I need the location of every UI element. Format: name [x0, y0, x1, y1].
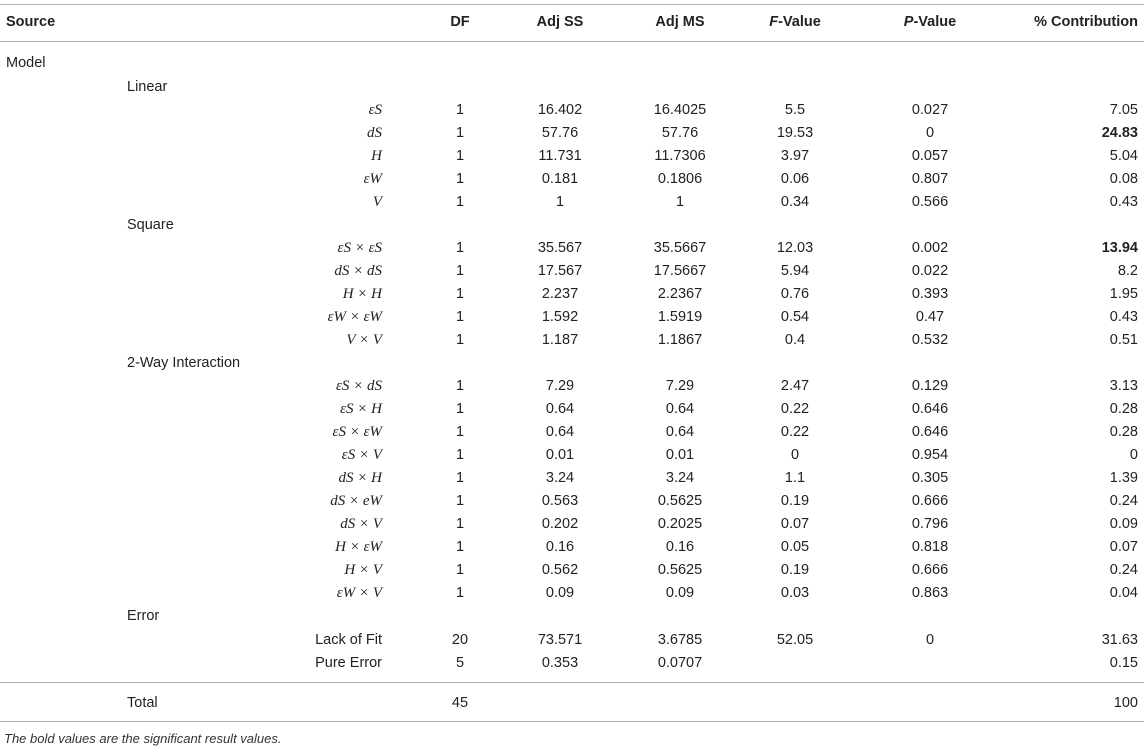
adj-ss-cell: 35.567 [537, 240, 583, 256]
table-row [0, 99, 1144, 122]
adj-ss-cell: 0.16 [545, 539, 575, 555]
f-value-cell: 0.54 [780, 309, 810, 325]
df-cell: 1 [455, 539, 465, 555]
adj-ms-cell: 7.29 [665, 378, 695, 394]
p-value-cell [870, 652, 990, 675]
adj-ms-cell: 3.24 [665, 470, 695, 486]
df-cell: 1 [455, 562, 465, 578]
header-adj-ss: Adj SS [536, 14, 584, 30]
f-value-cell: 0.06 [780, 171, 810, 187]
adj-ms-cell: 17.5667 [653, 263, 707, 279]
adj-ss-cell: 57.76 [541, 125, 579, 141]
f-value-cell: 0.19 [780, 493, 810, 509]
adj-ms-cell: 2.2367 [657, 286, 703, 302]
f-value-cell [730, 652, 860, 675]
adj-ss-cell: 73.571 [537, 632, 583, 648]
table-row [0, 145, 1144, 168]
adj-ss-cell: 1 [555, 194, 565, 210]
adj-ss-cell: 0.01 [545, 447, 575, 463]
table-footnote: The bold values are the significant result values. [4, 731, 282, 746]
f-value-cell: 1.1 [784, 470, 806, 486]
table-row [0, 191, 1144, 214]
p-value-cell: 0.954 [911, 447, 949, 463]
df-cell: 1 [455, 125, 465, 141]
table-row [0, 283, 1144, 306]
p-value-cell: 0.057 [911, 148, 949, 164]
table-row [0, 513, 1144, 536]
df-cell: 1 [455, 585, 465, 601]
f-value-cell: 5.94 [780, 263, 810, 279]
term-label: εS × dS [335, 378, 382, 394]
term-label: Pure Error [315, 655, 382, 671]
table-row [0, 629, 1144, 652]
term-label: V [372, 194, 382, 210]
contribution-cell: 0.09 [1109, 516, 1138, 532]
header-f-value: F-Value [769, 14, 821, 30]
contribution-cell: 0.28 [1109, 424, 1138, 440]
p-value-cell: 0.393 [911, 286, 949, 302]
adj-ms-cell: 0.01 [665, 447, 695, 463]
term-label: dS × dS [334, 263, 382, 279]
header-row [0, 11, 1144, 34]
contribution-cell: 31.63 [1101, 632, 1138, 648]
p-value-cell: 0.532 [911, 332, 949, 348]
table-row [0, 536, 1144, 559]
total-row [0, 692, 1144, 715]
group-row-interaction [0, 352, 1144, 375]
adj-ms-cell: 0.0707 [657, 655, 703, 671]
header-source: Source [6, 14, 56, 30]
adj-ss-cell: 1.592 [541, 309, 579, 325]
f-value-cell: 0.76 [780, 286, 810, 302]
contribution-cell: 0.07 [1109, 539, 1138, 555]
table-row [0, 421, 1144, 444]
group-row-square [0, 214, 1144, 237]
adj-ms-cell: 0.5625 [657, 493, 703, 509]
term-label: εW [363, 171, 382, 187]
adj-ms-cell: 0.1806 [657, 171, 703, 187]
f-value-cell: 0.34 [780, 194, 810, 210]
term-label: Lack of Fit [315, 632, 382, 648]
p-value-cell: 0 [925, 632, 935, 648]
adj-ss-cell: 0.181 [541, 171, 579, 187]
term-label: εS × V [341, 447, 382, 463]
p-value-cell: 0.818 [911, 539, 949, 555]
adj-ms-cell: 0.09 [665, 585, 695, 601]
df-cell: 1 [455, 309, 465, 325]
p-value-cell: 0.566 [911, 194, 949, 210]
df-cell: 1 [455, 516, 465, 532]
term-label: H × V [344, 562, 382, 578]
df-cell: 1 [455, 286, 465, 302]
adj-ss-cell: 0.64 [545, 401, 575, 417]
p-value-cell: 0.646 [911, 401, 949, 417]
df-cell: 1 [455, 240, 465, 256]
p-value-cell: 0.666 [911, 493, 949, 509]
total-df: 45 [451, 695, 469, 711]
contribution-cell: 0 [1129, 447, 1138, 463]
term-label: εS × εW [332, 424, 382, 440]
group-row-error [0, 605, 1144, 628]
adj-ms-cell: 3.6785 [657, 632, 703, 648]
term-label: dS [367, 125, 382, 141]
contribution-cell: 0.28 [1109, 401, 1138, 417]
group-row-model [0, 52, 1144, 75]
adj-ss-cell: 1.187 [541, 332, 579, 348]
adj-ms-cell: 16.4025 [653, 102, 707, 118]
df-cell: 5 [455, 655, 465, 671]
df-cell: 1 [455, 148, 465, 164]
contribution-cell: 0.43 [1109, 309, 1138, 325]
adj-ms-cell: 0.64 [665, 401, 695, 417]
adj-ms-cell: 0.5625 [657, 562, 703, 578]
p-value-cell: 0.129 [911, 378, 949, 394]
contribution-cell: 8.2 [1117, 263, 1138, 279]
adj-ms-cell: 0.16 [665, 539, 695, 555]
p-value-cell: 0 [925, 125, 935, 141]
total-rule [0, 682, 1144, 683]
table-row [0, 582, 1144, 605]
table-row [0, 329, 1144, 352]
term-label: εW × V [336, 585, 382, 601]
total-contribution: 100 [1113, 695, 1138, 711]
adj-ms-cell: 11.7306 [654, 148, 706, 164]
adj-ss-cell: 16.402 [537, 102, 583, 118]
contribution-cell: 1.95 [1109, 286, 1138, 302]
adj-ms-cell: 1.5919 [657, 309, 703, 325]
contribution-cell: 13.94 [1101, 240, 1138, 256]
adj-ms-cell: 1 [675, 194, 685, 210]
p-value-cell: 0.002 [911, 240, 949, 256]
f-value-cell: 0.4 [784, 332, 806, 348]
f-value-cell: 5.5 [784, 102, 806, 118]
df-cell: 1 [455, 332, 465, 348]
f-value-cell: 0.05 [780, 539, 810, 555]
contribution-cell: 0.24 [1109, 562, 1138, 578]
header-adj-ms: Adj MS [655, 14, 705, 30]
term-label: εS × εS [337, 240, 382, 256]
table-row [0, 467, 1144, 490]
df-cell: 1 [455, 263, 465, 279]
df-cell: 1 [455, 102, 465, 118]
contribution-cell: 3.13 [1109, 378, 1138, 394]
f-value-cell: 0.03 [780, 585, 810, 601]
table-row [0, 444, 1144, 467]
term-label: H × H [342, 286, 382, 302]
f-value-cell: 3.97 [780, 148, 810, 164]
p-value-cell: 0.646 [911, 424, 949, 440]
table-row [0, 559, 1144, 582]
df-cell: 20 [451, 632, 469, 648]
p-value-cell: 0.796 [911, 516, 949, 532]
f-value-cell: 19.53 [776, 125, 814, 141]
df-cell: 1 [455, 194, 465, 210]
adj-ss-cell: 0.64 [545, 424, 575, 440]
term-label: εS × H [340, 401, 382, 417]
df-cell: 1 [455, 424, 465, 440]
group-label-interaction: 2-Way Interaction [127, 355, 241, 371]
p-value-cell: 0.863 [911, 585, 949, 601]
f-value-cell: 0.07 [780, 516, 810, 532]
p-value-cell: 0.47 [915, 309, 945, 325]
adj-ss-cell: 11.731 [538, 148, 582, 164]
group-row-linear [0, 76, 1144, 99]
f-value-cell: 2.47 [780, 378, 810, 394]
table-row [0, 237, 1144, 260]
term-label: εS [368, 102, 382, 118]
group-label-linear: Linear [127, 79, 168, 95]
df-cell: 1 [455, 470, 465, 486]
header-rule [0, 41, 1144, 42]
table-row [0, 168, 1144, 191]
group-label-error: Error [127, 608, 160, 624]
term-label: V × V [346, 332, 382, 348]
adj-ss-cell: 3.24 [545, 470, 575, 486]
adj-ss-cell: 2.237 [541, 286, 579, 302]
p-value-cell: 0.807 [911, 171, 949, 187]
contribution-cell: 5.04 [1109, 148, 1138, 164]
contribution-cell: 0.04 [1109, 585, 1138, 601]
df-cell: 1 [455, 378, 465, 394]
contribution-cell: 24.83 [1101, 125, 1138, 141]
adj-ss-cell: 7.29 [545, 378, 575, 394]
p-value-cell: 0.022 [911, 263, 949, 279]
contribution-cell: 0.08 [1109, 171, 1138, 187]
bottom-rule [0, 721, 1144, 722]
term-label: H × εW [335, 539, 382, 555]
p-value-cell: 0.027 [911, 102, 949, 118]
adj-ms-cell: 57.76 [661, 125, 699, 141]
table-row [0, 260, 1144, 283]
adj-ms-cell: 0.2025 [657, 516, 703, 532]
adj-ms-cell: 1.1867 [657, 332, 703, 348]
df-cell: 1 [455, 171, 465, 187]
f-value-cell: 52.05 [776, 632, 814, 648]
adj-ms-cell: 0.64 [665, 424, 695, 440]
df-cell: 1 [455, 493, 465, 509]
adj-ss-cell: 17.567 [537, 263, 583, 279]
header-df: DF [450, 14, 470, 30]
top-rule [0, 4, 1144, 5]
f-value-cell: 0.22 [780, 424, 810, 440]
table-row [0, 306, 1144, 329]
term-label: dS × eW [330, 493, 382, 509]
f-value-cell: 12.03 [776, 240, 814, 256]
contribution-cell: 0.15 [1109, 655, 1138, 671]
table-row [0, 375, 1144, 398]
term-label: dS × H [338, 470, 382, 486]
df-cell: 1 [455, 447, 465, 463]
f-value-cell: 0.19 [780, 562, 810, 578]
df-cell: 1 [455, 401, 465, 417]
term-label: H [371, 148, 382, 164]
table-row [0, 490, 1144, 513]
adj-ss-cell: 0.09 [545, 585, 575, 601]
contribution-cell: 7.05 [1109, 102, 1138, 118]
contribution-cell: 0.43 [1109, 194, 1138, 210]
adj-ss-cell: 0.202 [541, 516, 579, 532]
p-value-cell: 0.305 [911, 470, 949, 486]
header-p-value: P-Value [903, 14, 957, 30]
contribution-cell: 1.39 [1109, 470, 1138, 486]
contribution-cell: 0.51 [1109, 332, 1138, 348]
adj-ms-cell: 35.5667 [653, 240, 707, 256]
f-value-cell: 0 [790, 447, 800, 463]
p-value-cell: 0.666 [911, 562, 949, 578]
total-label: Total [127, 695, 158, 711]
adj-ss-cell: 0.563 [541, 493, 579, 509]
group-label-square: Square [127, 217, 174, 233]
table-row [0, 122, 1144, 145]
table-row [0, 652, 1144, 675]
group-label-model: Model [6, 55, 46, 71]
table-row [0, 398, 1144, 421]
term-label: εW × εW [327, 309, 382, 325]
f-value-cell: 0.22 [780, 401, 810, 417]
term-label: dS × V [340, 516, 382, 532]
adj-ss-cell: 0.353 [541, 655, 579, 671]
adj-ss-cell: 0.562 [541, 562, 579, 578]
contribution-cell: 0.24 [1109, 493, 1138, 509]
header-contribution: % Contribution [1034, 14, 1138, 30]
